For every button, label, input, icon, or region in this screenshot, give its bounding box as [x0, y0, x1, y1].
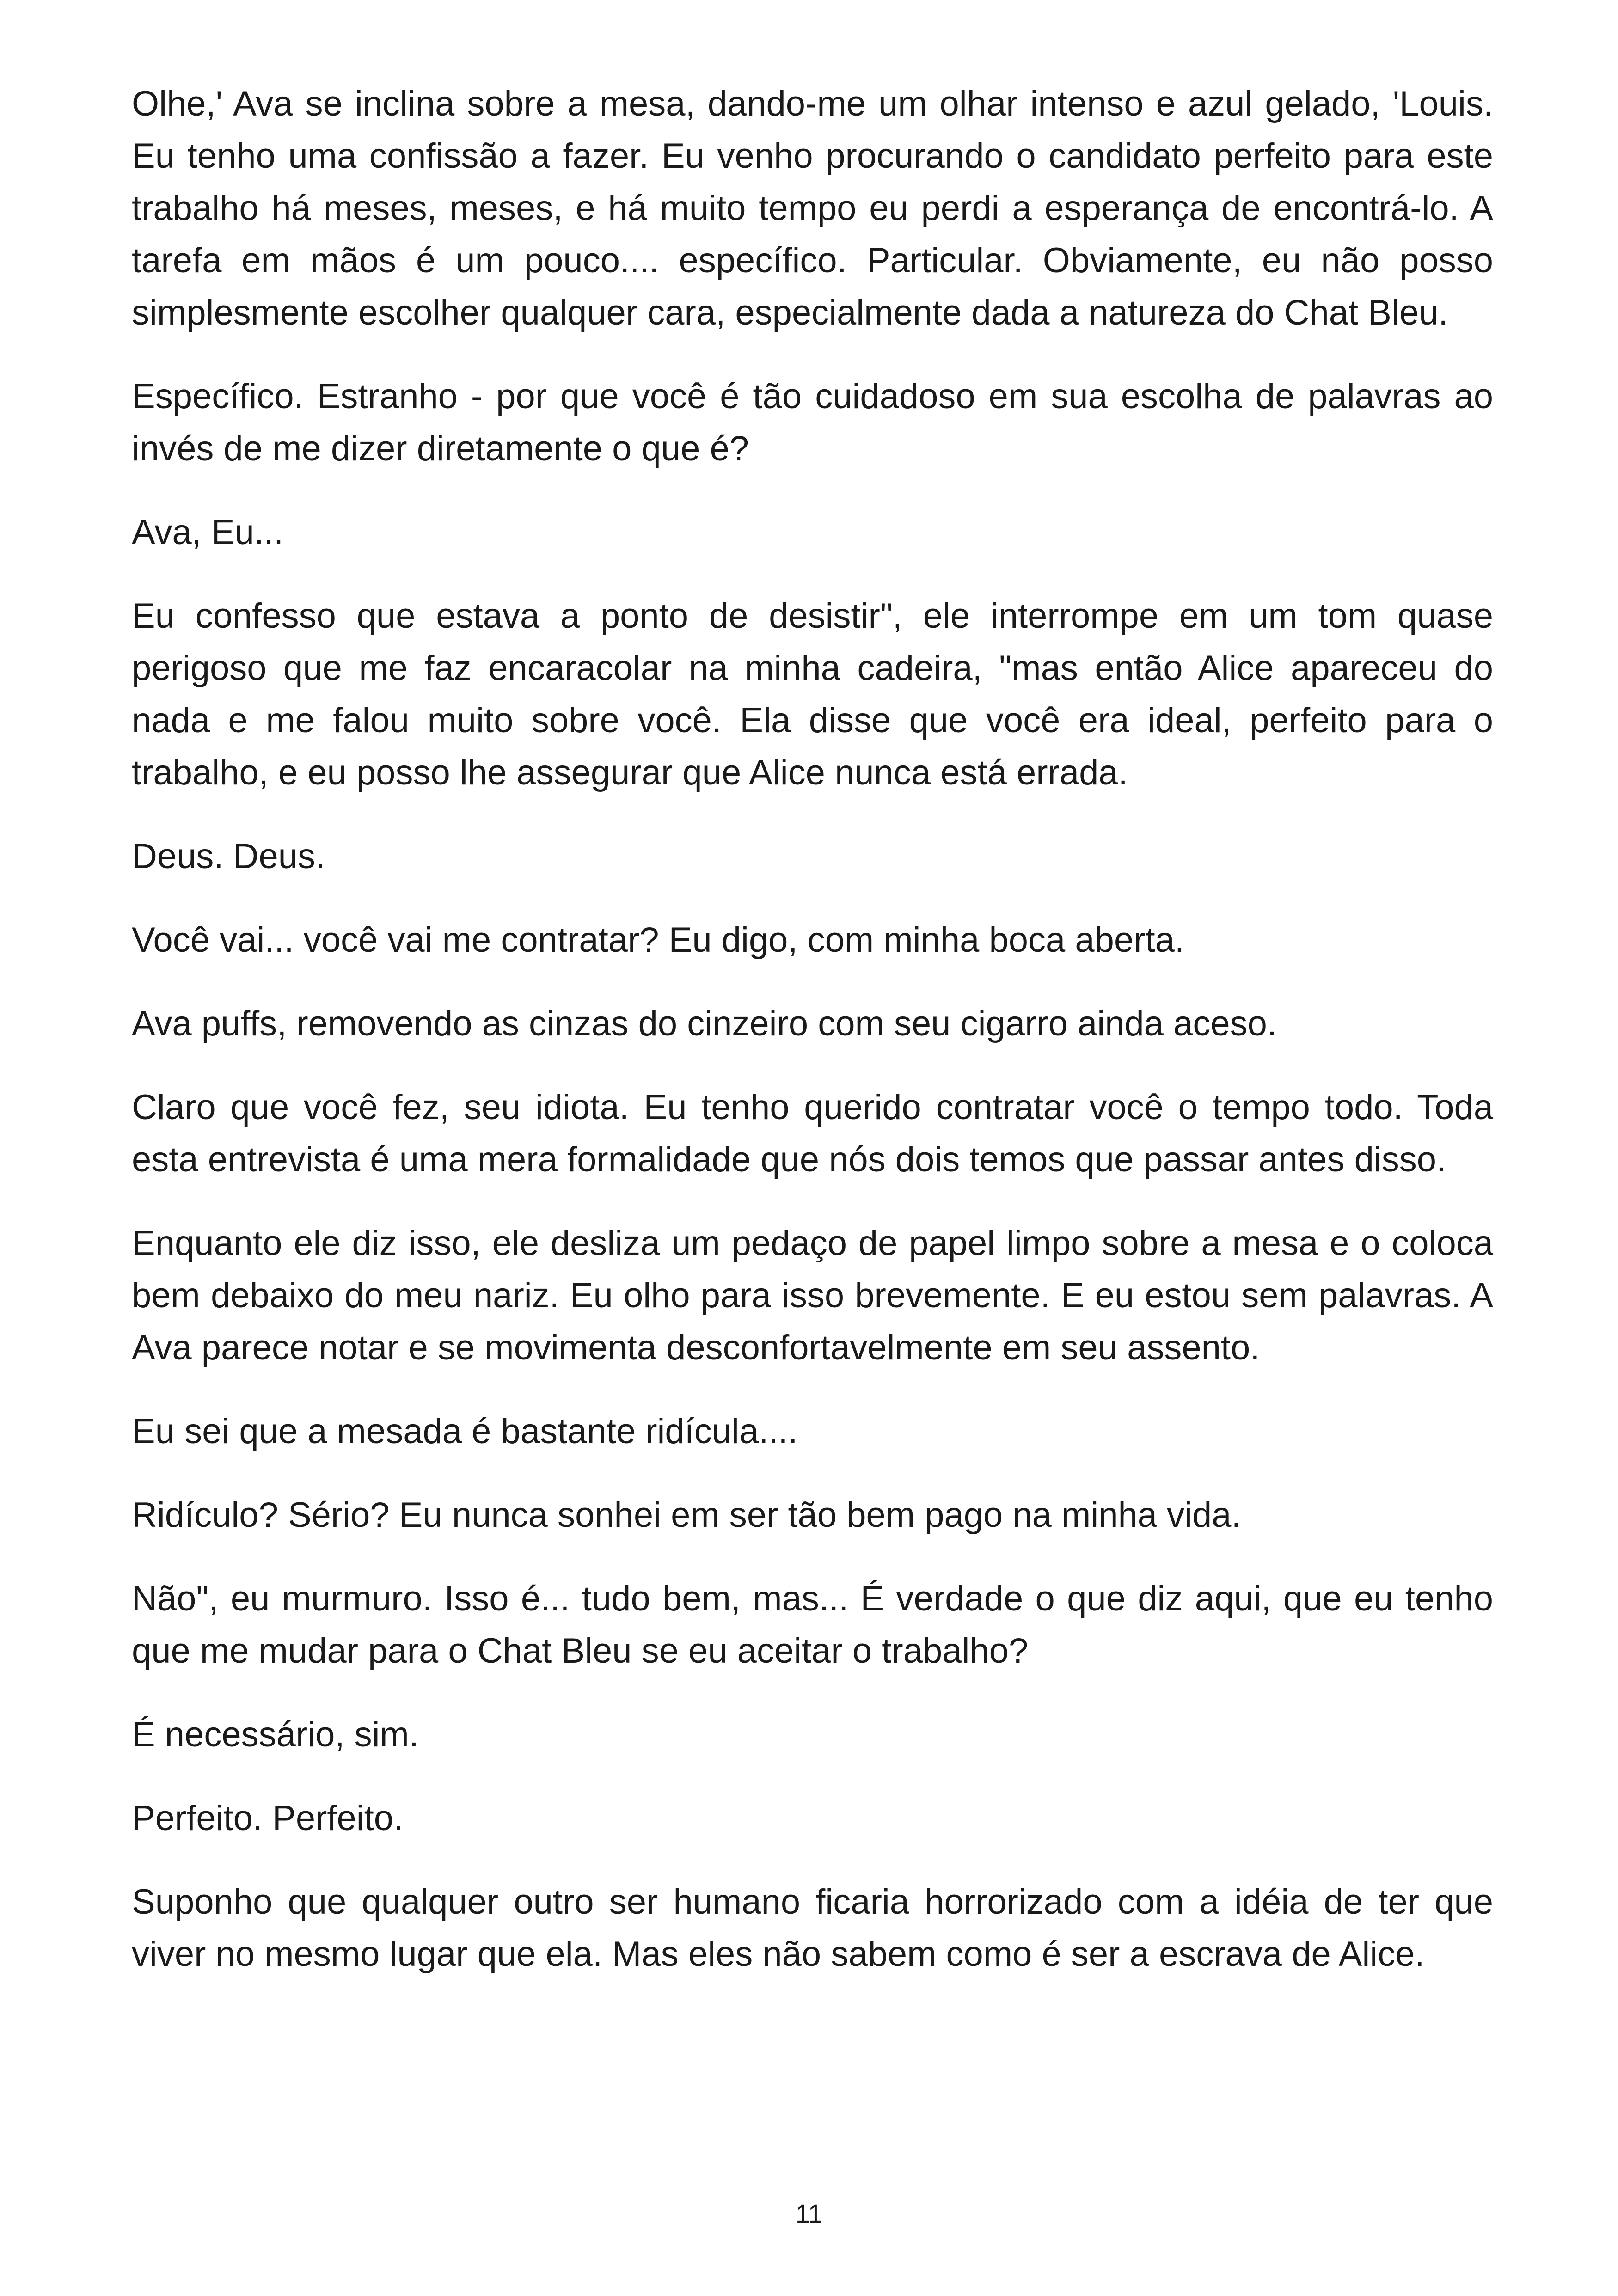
paragraph: Ava, Eu...: [132, 513, 284, 552]
paragraph: Deus. Deus.: [132, 837, 325, 876]
paragraph: Perfeito. Perfeito.: [132, 1799, 404, 1838]
paragraph: Eu confesso que estava a ponto de desistir", ele interrompe em um tom quase perigoso que me faz encaracolar na minha cadeira, "mas então Alice apareceu do nada e me falou muito sobre você. Ela disse que você era ideal, perfeito para o trabalho, e eu posso lhe assegurar que Alice nunca está errada.: [132, 596, 1493, 792]
paragraph: Eu sei que a mesada é bastante ridícula....: [132, 1412, 798, 1451]
paragraph: Olhe,' Ava se inclina sobre a mesa, dando-me um olhar intenso e azul gelado, 'Louis. Eu tenho uma confissão a fazer. Eu venho procurando o candidato perfeito para este trabalho há meses, meses, e há muito tempo eu perdi a esperança de encontrá-lo. A tarefa em mãos é um pouco.... específico. Particular. Obviamente, eu não posso simplesmente escolher qualquer cara, especialmente dada a natureza do Chat Bleu.: [132, 84, 1493, 332]
body-text: [132, 78, 1493, 2012]
paragraph: Claro que você fez, seu idiota. Eu tenho querido contratar você o tempo todo. Toda esta entrevista é uma mera formalidade que nós dois temos que passar antes disso.: [132, 1088, 1493, 1179]
paragraph: Específico. Estranho - por que você é tão cuidadoso em sua escolha de palavras ao invés de me dizer diretamente o que é?: [132, 377, 1493, 468]
paragraph: Você vai... você vai me contratar? Eu digo, com minha boca aberta.: [132, 920, 1184, 960]
paragraph: É necessário, sim.: [132, 1715, 419, 1754]
paragraph: Ridículo? Sério? Eu nunca sonhei em ser tão bem pago na minha vida.: [132, 1495, 1241, 1535]
paragraph: Não", eu murmuro. Isso é... tudo bem, mas... É verdade o que diz aqui, que eu tenho que me mudar para o Chat Bleu se eu aceitar o trabalho?: [132, 1579, 1493, 1671]
paragraph: Ava puffs, removendo as cinzas do cinzeiro com seu cigarro ainda aceso.: [132, 1004, 1277, 1043]
paragraph: Enquanto ele diz isso, ele desliza um pedaço de papel limpo sobre a mesa e o coloca bem debaixo do meu nariz. Eu olho para isso brevemente. E eu estou sem palavras. A Ava parece notar e se movimenta desconfortavelmente em seu assento.: [132, 1224, 1493, 1367]
paragraph: Suponho que qualquer outro ser humano ficaria horrorizado com a idéia de ter que viver no mesmo lugar que ela. Mas eles não sabem como é ser a escrava de Alice.: [132, 1882, 1493, 1974]
page-number: 11: [795, 2199, 823, 2228]
